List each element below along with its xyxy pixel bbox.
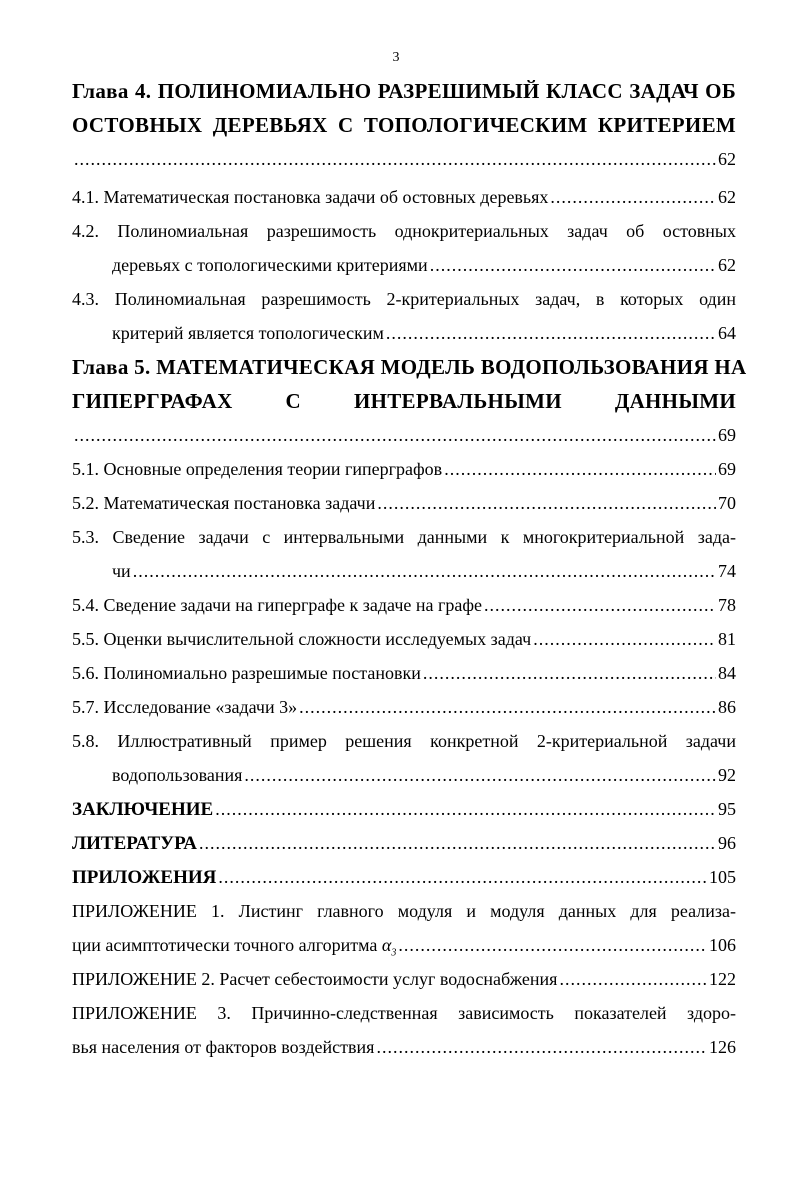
toc-entry-literature[interactable]: [72, 826, 736, 860]
toc-entry-appendix-1[interactable]: [72, 928, 736, 962]
dot-leader: [398, 928, 707, 962]
page-ref: 81: [718, 629, 736, 649]
dot-leader: [244, 758, 716, 792]
toc-entry-5-1[interactable]: [72, 452, 736, 486]
dot-leader: [550, 180, 716, 214]
page-ref: 62: [718, 255, 736, 275]
page-ref: 74: [718, 561, 736, 581]
page-number: 3: [392, 50, 400, 65]
entry-title: 4.1. Математическая постановка задачи об остовных деревьях: [72, 187, 549, 207]
toc-entry-4-1[interactable]: [72, 180, 736, 214]
entry-title: 5.6. Полиномиально разрешимые постановки: [72, 663, 421, 683]
toc-entry-conclusion[interactable]: [72, 792, 736, 826]
dot-leader: [430, 248, 716, 282]
entry-title: 5.7. Исследование «задачи 3»: [72, 697, 298, 717]
dot-leader: [559, 962, 707, 996]
chapter-4-title-line1: Глава 4. ПОЛИНОМИАЛЬНО РАЗРЕШИМЫЙ КЛАСС ЗАДАЧ ОБ: [72, 79, 736, 103]
toc-entry-5-8[interactable]: [72, 758, 736, 792]
dot-leader: [377, 486, 716, 520]
dot-leader: [74, 418, 716, 452]
toc-entry-appendix-2[interactable]: [72, 962, 736, 996]
page-ref: 95: [718, 799, 736, 819]
toc-entry-appendices[interactable]: [72, 860, 736, 894]
toc-entry-4-2-line1[interactable]: 4.2. Полиномиальная разрешимость однокритериальных задач об остовных: [72, 221, 736, 241]
toc-entry-4-2[interactable]: [72, 248, 736, 282]
toc-entry-chapter-5[interactable]: [72, 418, 736, 452]
dot-leader: [444, 452, 716, 486]
toc-entry-appendix-3[interactable]: [72, 1030, 736, 1064]
toc-entry-5-8-line1[interactable]: 5.8. Иллюстративный пример решения конкретной 2-критериальной задачи: [72, 731, 736, 751]
entry-title: ЗАКЛЮЧЕНИЕ: [72, 799, 214, 820]
dot-leader: [218, 860, 707, 894]
page-ref: 69: [718, 425, 736, 445]
page-ref: 78: [718, 595, 736, 615]
dot-leader: [215, 792, 716, 826]
toc-entry-5-4[interactable]: [72, 588, 736, 622]
entry-title: 5.5. Оценки вычислительной сложности исследуемых задач: [72, 629, 532, 649]
entry-title: чи: [112, 561, 131, 581]
dot-leader: [386, 316, 716, 350]
entry-title: 5.1. Основные определения теории гиперграфов: [72, 459, 443, 479]
toc-entry-5-3-line1[interactable]: 5.3. Сведение задачи с интервальными данными к многокритериальной зада-: [72, 527, 736, 547]
entry-title: водопользования: [112, 765, 243, 785]
toc-entry-appendix-1-line1[interactable]: ПРИЛОЖЕНИЕ 1. Листинг главного модуля и модуля данных для реализа-: [72, 901, 736, 921]
chapter-4-title-line2: ОСТОВНЫХ ДЕРЕВЬЯХ С ТОПОЛОГИЧЕСКИМ КРИТЕРИЕМ: [72, 113, 736, 137]
page-ref: 86: [718, 697, 736, 717]
entry-title: ции асимптотически точного алгоритма: [72, 935, 378, 955]
entry-title: ЛИТЕРАТУРА: [72, 833, 198, 854]
chapter-5-title-line1: Глава 5. МАТЕМАТИЧЕСКАЯ МОДЕЛЬ ВОДОПОЛЬЗОВАНИЯ НА: [72, 355, 747, 379]
page-ref: 62: [718, 149, 736, 169]
dot-leader: [533, 622, 716, 656]
page-ref: 69: [718, 459, 736, 479]
entry-title: деревьях с топологическими критериями: [112, 255, 428, 275]
entry-title: критерий является топологическим: [112, 323, 384, 343]
dot-leader: [376, 1030, 707, 1064]
entry-title: 5.2. Математическая постановка задачи: [72, 493, 376, 513]
page-ref: 62: [718, 187, 736, 207]
page-ref: 84: [718, 663, 736, 683]
toc-entry-5-2[interactable]: [72, 486, 736, 520]
toc-entry-appendix-3-line1[interactable]: ПРИЛОЖЕНИЕ 3. Причинно-следственная зависимость показателей здоро-: [72, 1003, 736, 1023]
page-ref: 70: [718, 493, 736, 513]
dot-leader: [133, 554, 716, 588]
page-ref: 122: [709, 969, 736, 989]
entry-title: вья населения от факторов воздействия: [72, 1037, 375, 1057]
entry-title: ПРИЛОЖЕНИЕ 2. Расчет себестоимости услуг водоснабжения: [72, 969, 558, 989]
dot-leader: [423, 656, 716, 690]
page-ref: 96: [718, 833, 736, 853]
alpha-symbol: $\alpha_3$: [381, 935, 397, 959]
chapter-5-title-line2: ГИПЕРГРАФАХ С ИНТЕРВАЛЬНЫМИ ДАННЫМИ: [72, 389, 736, 413]
toc-entry-4-3-line1[interactable]: 4.3. Полиномиальная разрешимость 2-критериальных задач, в которых один: [72, 289, 736, 309]
entry-title: 5.4. Сведение задачи на гиперграфе к задаче на графе: [72, 595, 483, 615]
toc-entry-5-3[interactable]: [72, 554, 736, 588]
page-ref: 64: [718, 323, 736, 343]
entry-title: ПРИЛОЖЕНИЯ: [72, 867, 217, 888]
dot-leader: [299, 690, 716, 724]
toc-entry-5-6[interactable]: [72, 656, 736, 690]
page-ref: 105: [709, 867, 736, 887]
page-ref: 106: [709, 935, 736, 955]
toc-entry-4-3[interactable]: [72, 316, 736, 350]
table-of-contents: [72, 74, 747, 1064]
toc-entry-chapter-4[interactable]: [72, 142, 736, 176]
toc-entry-5-7[interactable]: [72, 690, 736, 724]
page-ref: 92: [718, 765, 736, 785]
dot-leader: [74, 142, 716, 176]
toc-entry-5-5[interactable]: [72, 622, 736, 656]
dot-leader: [199, 826, 716, 860]
page-ref: 126: [709, 1037, 736, 1057]
dot-leader: [484, 588, 716, 622]
